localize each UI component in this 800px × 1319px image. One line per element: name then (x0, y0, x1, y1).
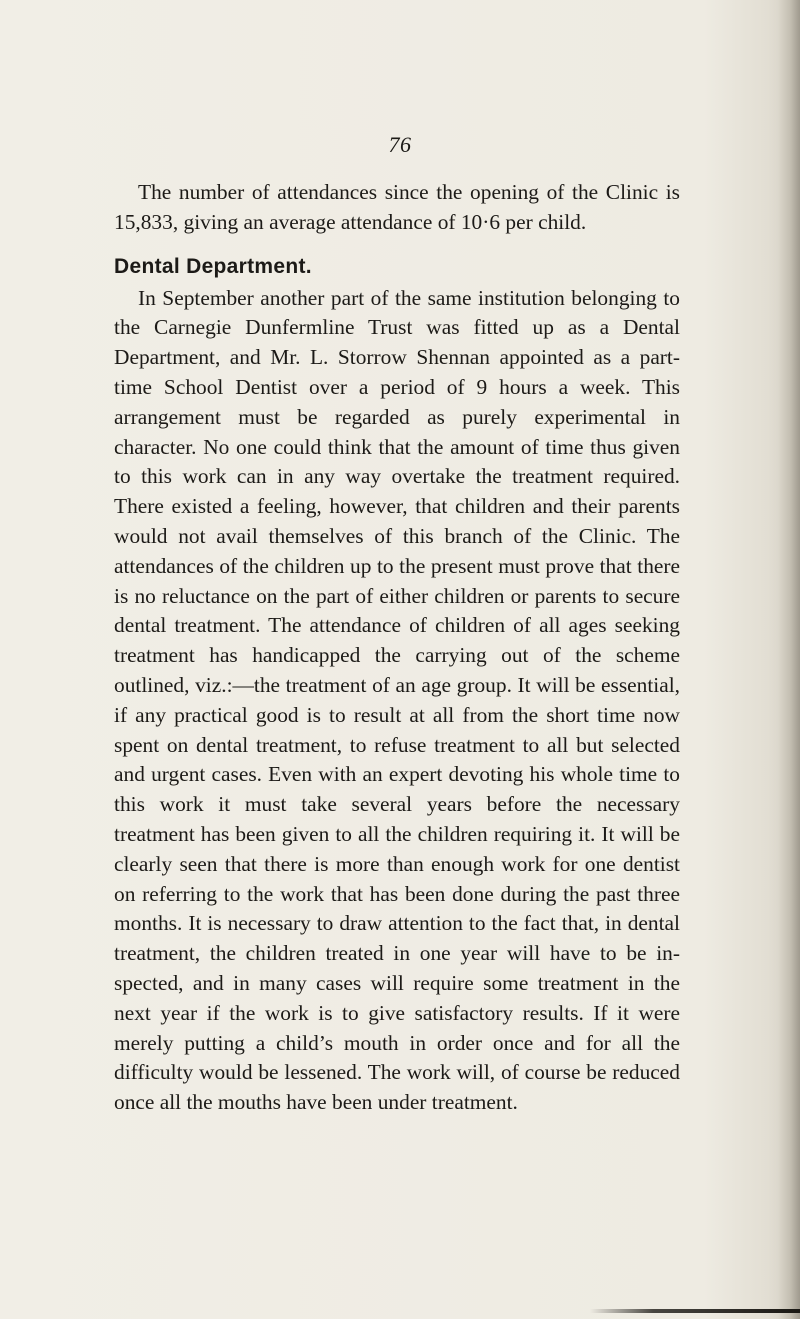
page-edge-shadow (778, 0, 800, 1319)
section-heading: Dental Department. (114, 254, 312, 278)
page-number: 76 (388, 132, 412, 157)
page-content (114, 178, 680, 1118)
intro-paragraph: The number of attendances since the opening of the Clinic is 15,833, giving an average attendance of 10·6 per child. (114, 180, 680, 234)
bottom-edge-shadow (590, 1309, 800, 1313)
dental-department-paragraph: In September another part of the same institution belonging to the Carnegie Dunfermline Trust was fitted up as a Dental Department, and Mr. L. Storrow Shennan appointed as a part-time School Dentist over a period of 9 hours a week. This arrangement must be regarded as purely experimental in character. No one could think that the amount of time thus given to this work can in any way overtake the treatment required. There existed a feeling, however, that children and their parents would not avail themselves of this branch of the Clinic. The attendances of the children up to the present must prove that there is no reluctance on the part of either children or parents to secure dental treatment. The attendance of children of all ages seeking treatment has handicapped the carrying out of the scheme outlined, viz.:—the treatment of an age group. It will be essential, if any practical good is to result at all from the short time now spent on dental treatment, to refuse treatment to all but selected and urgent cases. Even with an expert devoting his whole time to this work it must take several years before the necessary treatment has been given to all the children requiring it. It will be clearly seen that there is more than enough work for one dentist on referring to the work that has been done during the past three months. It is necessary to draw attention to the fact that, in dental treatment, the children treated in one year will have to be inspected, and in many cases will require some treatment in the next year if the work is to give satisfactory results. If it were merely putting a child’s mouth in order once and for all the difficulty would be lessened. The work will, of course be reduced once all the mouths have been under treatment. (114, 285, 680, 1115)
